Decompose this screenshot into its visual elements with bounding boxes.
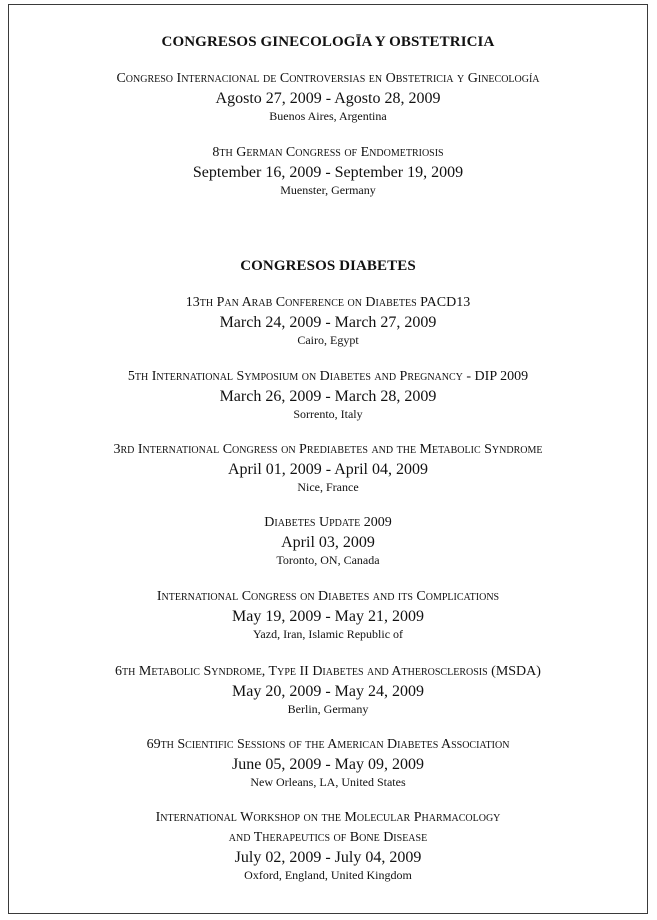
event-entry xyxy=(9,587,647,643)
event-title-continued: and Therapeutics of Bone Disease xyxy=(228,830,428,845)
event-title: 5th International Symposium on Diabetes and Pregnancy - DIP 2009 xyxy=(127,369,529,384)
event-title: 69th Scientific Sessions of the American Diabetes Association xyxy=(146,737,510,752)
event-title: 6th Metabolic Syndrome, Type II Diabetes and Atherosclerosis (MSDA) xyxy=(115,664,541,679)
section-heading-ginecologia: CONGRESOS GINECOLOGĪA Y OBSTETRICIA xyxy=(161,34,495,50)
event-location: Oxford, England, United Kingdom xyxy=(244,868,412,882)
event-title: Diabetes Update 2009 xyxy=(264,515,392,530)
event-entry xyxy=(9,735,647,791)
event-entry xyxy=(9,808,647,884)
event-dates: May 20, 2009 - May 24, 2009 xyxy=(232,683,424,700)
event-title: 13th Pan Arab Conference on Diabetes PACD13 xyxy=(185,295,471,310)
event-dates: May 19, 2009 - May 21, 2009 xyxy=(232,608,424,625)
event-title: International Congress on Diabetes and its Complications xyxy=(156,589,500,604)
event-entry xyxy=(9,440,647,496)
event-dates: July 02, 2009 - July 04, 2009 xyxy=(234,849,422,866)
event-location: Cairo, Egypt xyxy=(297,333,359,347)
event-entry xyxy=(9,367,647,423)
event-dates: March 26, 2009 - March 28, 2009 xyxy=(219,388,437,405)
event-dates: Agosto 27, 2009 - Agosto 28, 2009 xyxy=(215,90,441,107)
event-location: Muenster, Germany xyxy=(280,183,376,197)
event-entry xyxy=(9,143,647,199)
event-location: Toronto, ON, Canada xyxy=(276,553,380,567)
event-location: Nice, France xyxy=(297,480,359,494)
event-location: New Orleans, LA, United States xyxy=(250,775,406,789)
event-dates: June 05, 2009 - May 09, 2009 xyxy=(232,756,424,773)
event-dates: March 24, 2009 - March 27, 2009 xyxy=(219,314,437,331)
event-location: Buenos Aires, Argentina xyxy=(269,109,387,123)
event-title: International Workshop on the Molecular Pharmacology xyxy=(155,810,501,825)
event-entry xyxy=(9,662,647,718)
event-title: 8th German Congress of Endometriosis xyxy=(212,145,444,160)
section-heading-diabetes: CONGRESOS DIABETES xyxy=(240,258,416,274)
event-location: Sorrento, Italy xyxy=(293,407,363,421)
event-entry xyxy=(9,69,647,125)
event-entry xyxy=(9,293,647,349)
document-page xyxy=(8,4,648,914)
event-title: Congreso Internacional de Controversias en Obstetricia y Ginecología xyxy=(116,71,540,86)
event-dates: April 01, 2009 - April 04, 2009 xyxy=(228,461,428,478)
event-dates: September 16, 2009 - September 19, 2009 xyxy=(192,164,464,181)
event-title: 3rd International Congress on Prediabetes and the Metabolic Syndrome xyxy=(113,442,543,457)
event-entry xyxy=(9,513,647,569)
event-dates: April 03, 2009 xyxy=(281,534,375,551)
event-location: Yazd, Iran, Islamic Republic of xyxy=(252,627,404,641)
event-location: Berlin, Germany xyxy=(287,702,369,716)
